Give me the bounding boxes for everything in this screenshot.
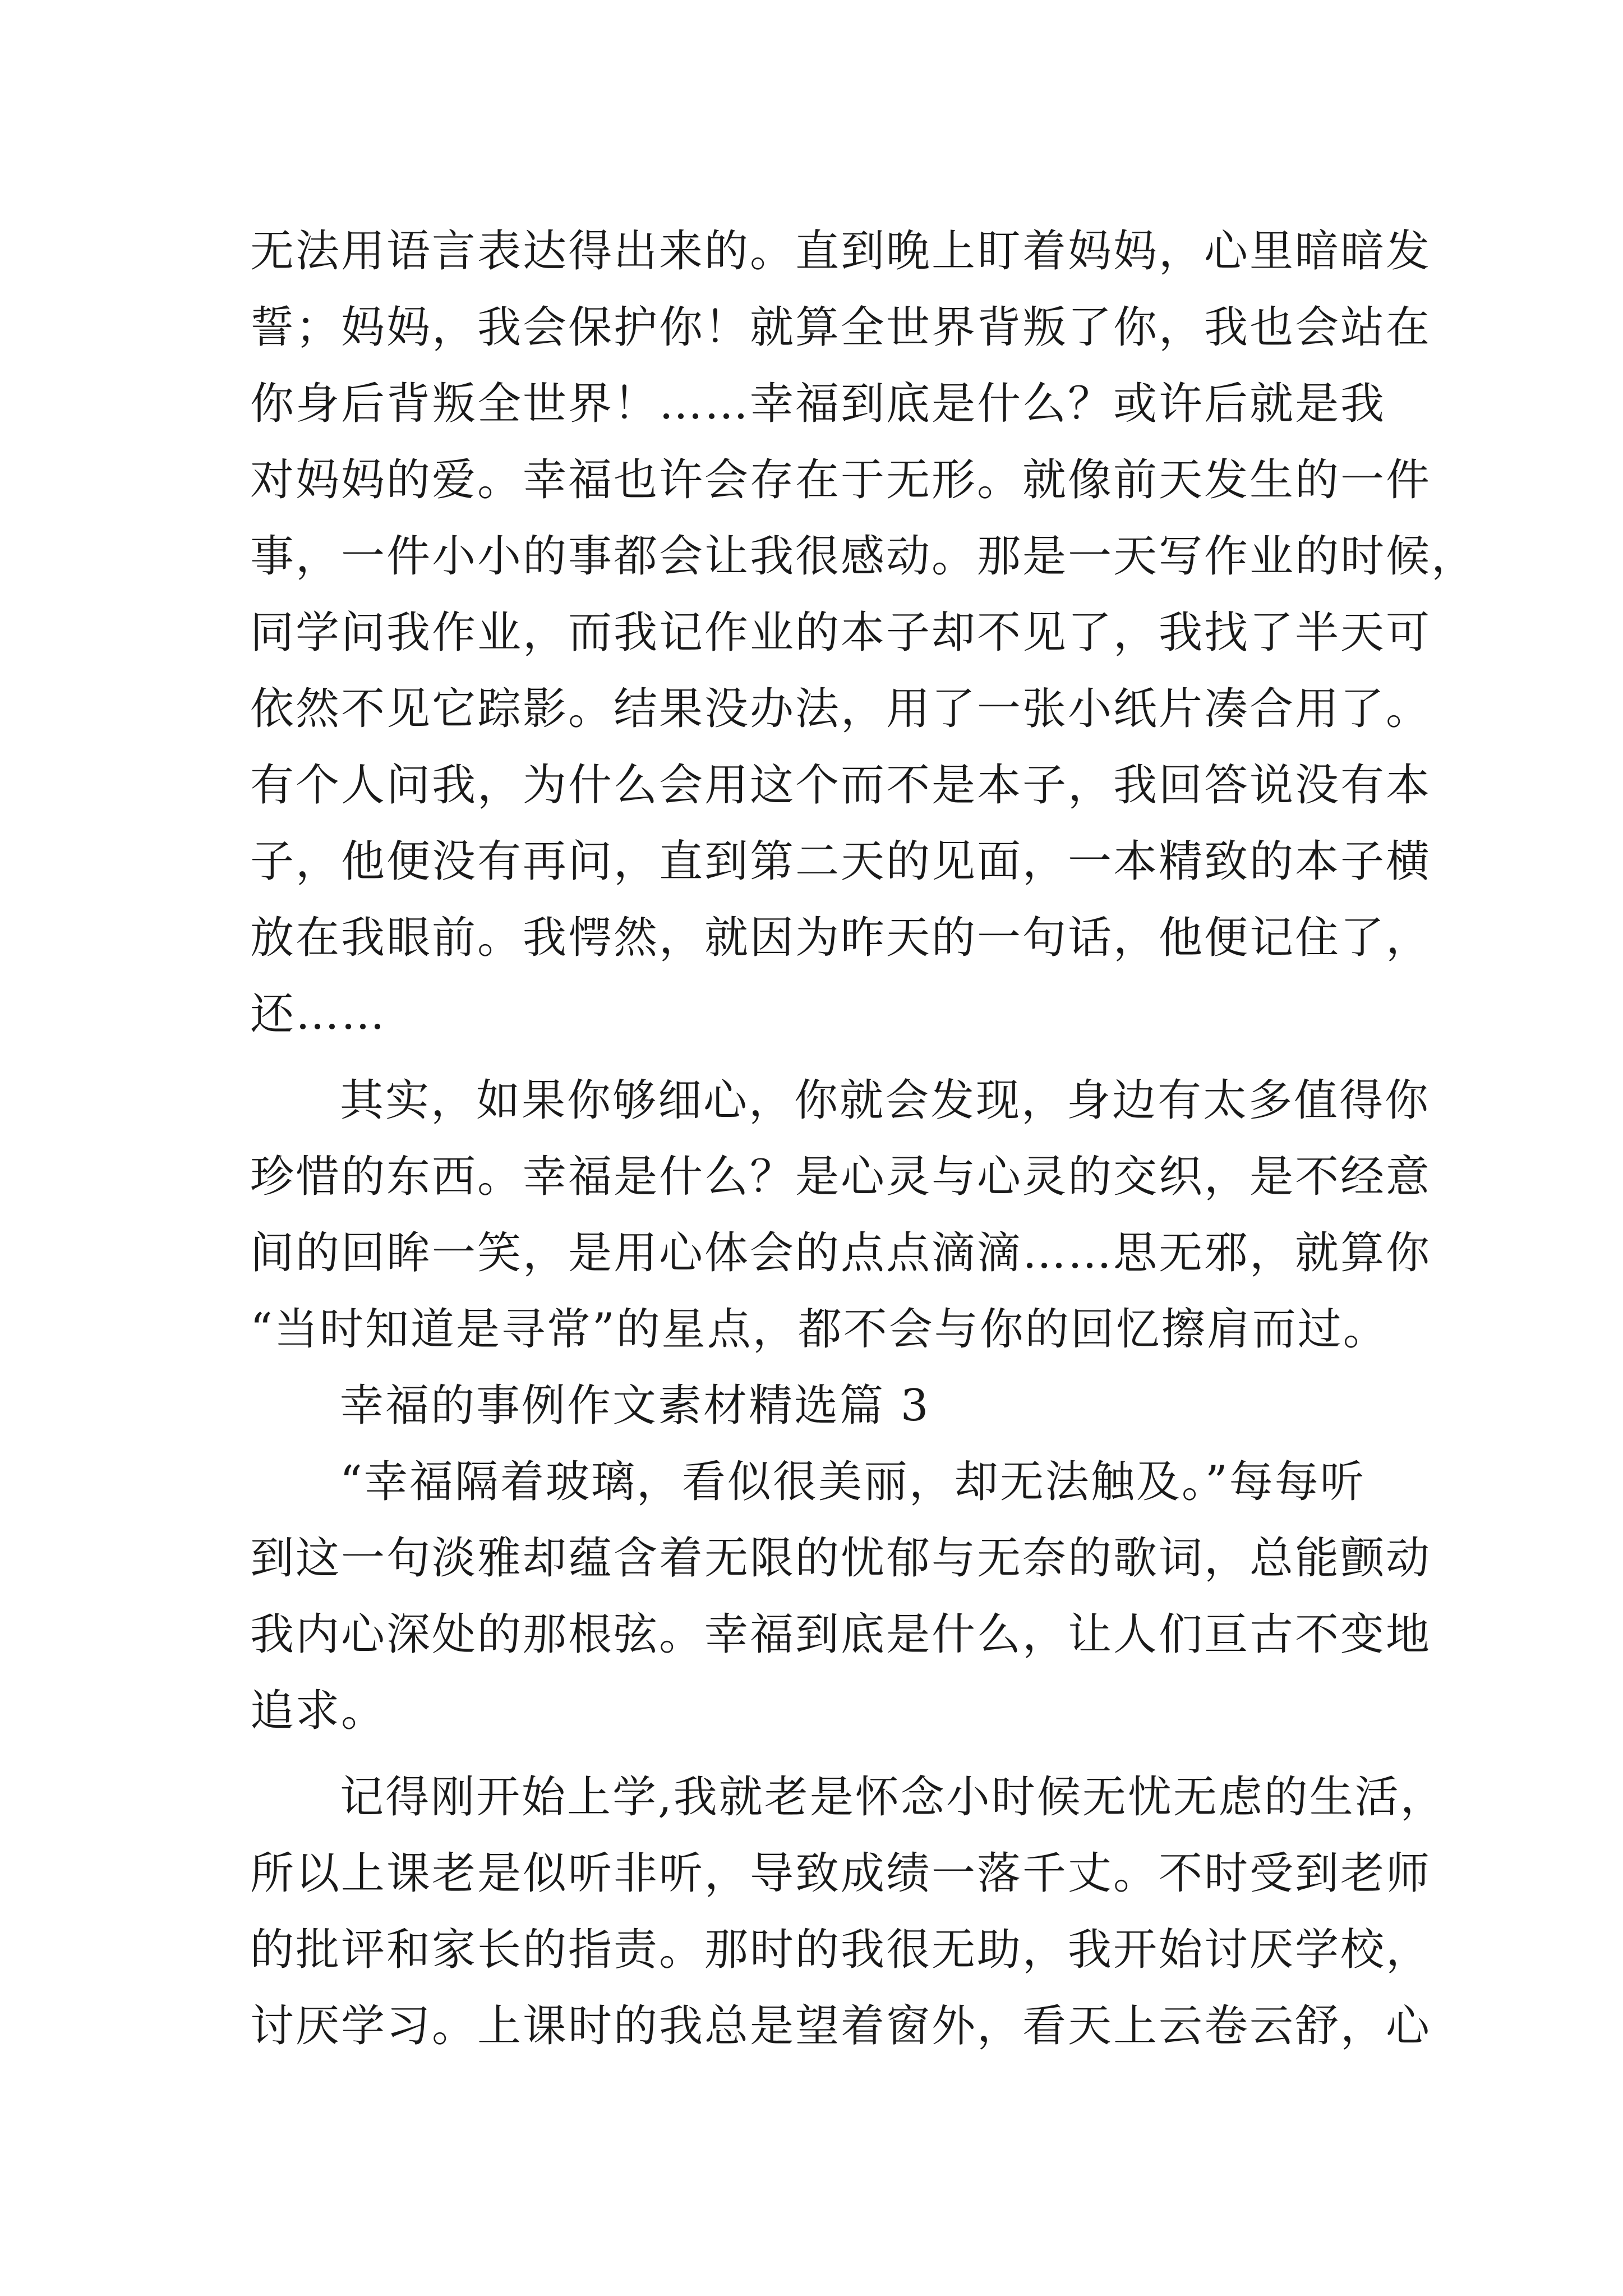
paragraph-4: [250, 1759, 1446, 2064]
text-line: “当时知道是寻常”的星点，都不会与你的回忆擦肩而过。: [250, 1304, 1389, 1355]
text-line: 其实，如果你够细心，你就会发现，身边有太多值得你: [340, 1075, 1431, 1126]
text-line: 放在我眼前。我愕然，就因为昨天的一句话，他便记住了，: [250, 913, 1432, 963]
text-line: 的批评和家长的指责。那时的我很无助，我开始讨厌学校，: [250, 1925, 1432, 1975]
document-body: [250, 213, 1477, 2064]
text-line: 珍惜的东西。幸福是什么？是心灵与心灵的交织，是不经意: [250, 1152, 1432, 1202]
text-line: 事，一件小小的事都会让我很感动。那是一天写作业的时候，: [250, 531, 1477, 582]
text-line: 所以上课老是似听非听，导致成绩一落千丈。不时受到老师: [250, 1848, 1432, 1899]
text-line: 记得刚开始上学,我就老是怀念小时候无忧无虑的生活，: [340, 1772, 1446, 1823]
text-line: 间的回眸一笑，是用心体会的点点滴滴……思无邪，就算你: [250, 1228, 1432, 1278]
text-line: 同学问我作业，而我记作业的本子却不见了，我找了半天可: [250, 608, 1432, 658]
text-line: 子，他便没有再问，直到第二天的见面，一本精致的本子横: [250, 836, 1432, 887]
text-line: 到这一句淡雅却蕴含着无限的忧郁与无奈的歌词，总能颤动: [250, 1533, 1432, 1584]
section-heading: 幸福的事例作文素材精选篇 3: [340, 1381, 930, 1431]
paragraph-gap: [250, 1749, 1394, 1759]
text-line: 对妈妈的爱。幸福也许会存在于无形。就像前天发生的一件: [250, 455, 1432, 505]
text-line: 追求。: [250, 1686, 387, 1736]
text-line: “幸福隔着玻璃，看似很美丽，却无法触及。”每每听: [340, 1457, 1366, 1507]
paragraph-2: [250, 1062, 1432, 1368]
paragraph-gap: [250, 1052, 1394, 1062]
paragraph-3: [250, 1444, 1432, 1749]
text-line: 誓；妈妈，我会保护你！就算全世界背叛了你，我也会站在: [250, 302, 1432, 353]
paragraph-1: [250, 213, 1477, 1052]
text-line: 你身后背叛全世界！……幸福到底是什么？或许后就是我: [250, 379, 1386, 429]
text-line: 还……: [250, 989, 387, 1039]
text-line: 我内心深处的那根弦。幸福到底是什么，让人们亘古不变地: [250, 1609, 1432, 1660]
text-line: 无法用语言表达得出来的。直到晚上盯着妈妈，心里暗暗发: [250, 226, 1432, 277]
text-line: 有个人问我，为什么会用这个而不是本子，我回答说没有本: [250, 760, 1432, 811]
text-line: 讨厌学习。上课时的我总是望着窗外，看天上云卷云舒，心: [250, 2001, 1432, 2051]
section-heading-wrap: [250, 1368, 1394, 1444]
text-line: 依然不见它踪影。结果没办法，用了一张小纸片凑合用了。: [250, 684, 1432, 734]
